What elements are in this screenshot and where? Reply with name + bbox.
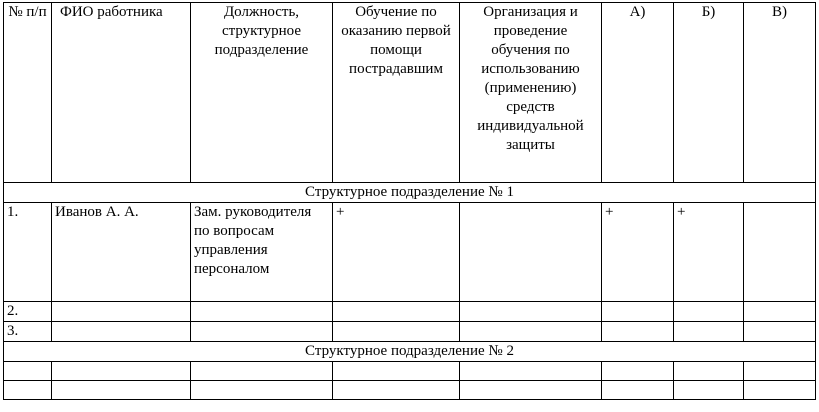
cell-b [674, 362, 744, 381]
header-position: Должность, структурное подразделение [191, 3, 333, 183]
cell-a [602, 302, 674, 322]
cell-v [744, 381, 816, 400]
cell-a [602, 322, 674, 342]
cell-num: 3. [4, 322, 52, 342]
header-num: № п/п [4, 3, 52, 183]
cell-position [191, 381, 333, 400]
header-ppe: Организация и проведение обучения по использованию (применению) средств индивидуальной защиты [460, 3, 602, 183]
cell-num: 2. [4, 302, 52, 322]
cell-first-aid: + [333, 203, 460, 302]
header-row [4, 3, 816, 183]
section-row [4, 342, 816, 362]
cell-ppe [460, 322, 602, 342]
table-row [4, 381, 816, 400]
section-row [4, 183, 816, 203]
cell-a [602, 362, 674, 381]
cell-name [52, 381, 191, 400]
section-title: Структурное подразделение № 2 [4, 342, 816, 362]
cell-b [674, 322, 744, 342]
header-name: ФИО работника [52, 3, 191, 183]
table-row [4, 302, 816, 322]
cell-v [744, 362, 816, 381]
cell-ppe [460, 362, 602, 381]
table-row [4, 362, 816, 381]
cell-ppe [460, 203, 602, 302]
cell-name [52, 362, 191, 381]
training-table [3, 2, 816, 400]
cell-v [744, 322, 816, 342]
table-row [4, 203, 816, 302]
cell-position: Зам. руководителя по вопросам управления персоналом [191, 203, 333, 302]
header-first-aid: Обучение по оказанию первой помощи пострадавшим [333, 3, 460, 183]
cell-first-aid [333, 381, 460, 400]
cell-first-aid [333, 362, 460, 381]
cell-b [674, 302, 744, 322]
cell-name [52, 302, 191, 322]
cell-b [674, 381, 744, 400]
cell-v [744, 203, 816, 302]
header-a: А) [602, 3, 674, 183]
header-v: В) [744, 3, 816, 183]
cell-v [744, 302, 816, 322]
cell-first-aid [333, 302, 460, 322]
header-b: Б) [674, 3, 744, 183]
cell-name [52, 322, 191, 342]
cell-num: 1. [4, 203, 52, 302]
cell-name: Иванов А. А. [52, 203, 191, 302]
cell-position [191, 302, 333, 322]
cell-b: + [674, 203, 744, 302]
cell-ppe [460, 302, 602, 322]
cell-num [4, 362, 52, 381]
cell-ppe [460, 381, 602, 400]
cell-a [602, 381, 674, 400]
cell-a: + [602, 203, 674, 302]
table-row [4, 322, 816, 342]
cell-num [4, 381, 52, 400]
section-title: Структурное подразделение № 1 [4, 183, 816, 203]
cell-position [191, 362, 333, 381]
cell-first-aid [333, 322, 460, 342]
cell-position [191, 322, 333, 342]
